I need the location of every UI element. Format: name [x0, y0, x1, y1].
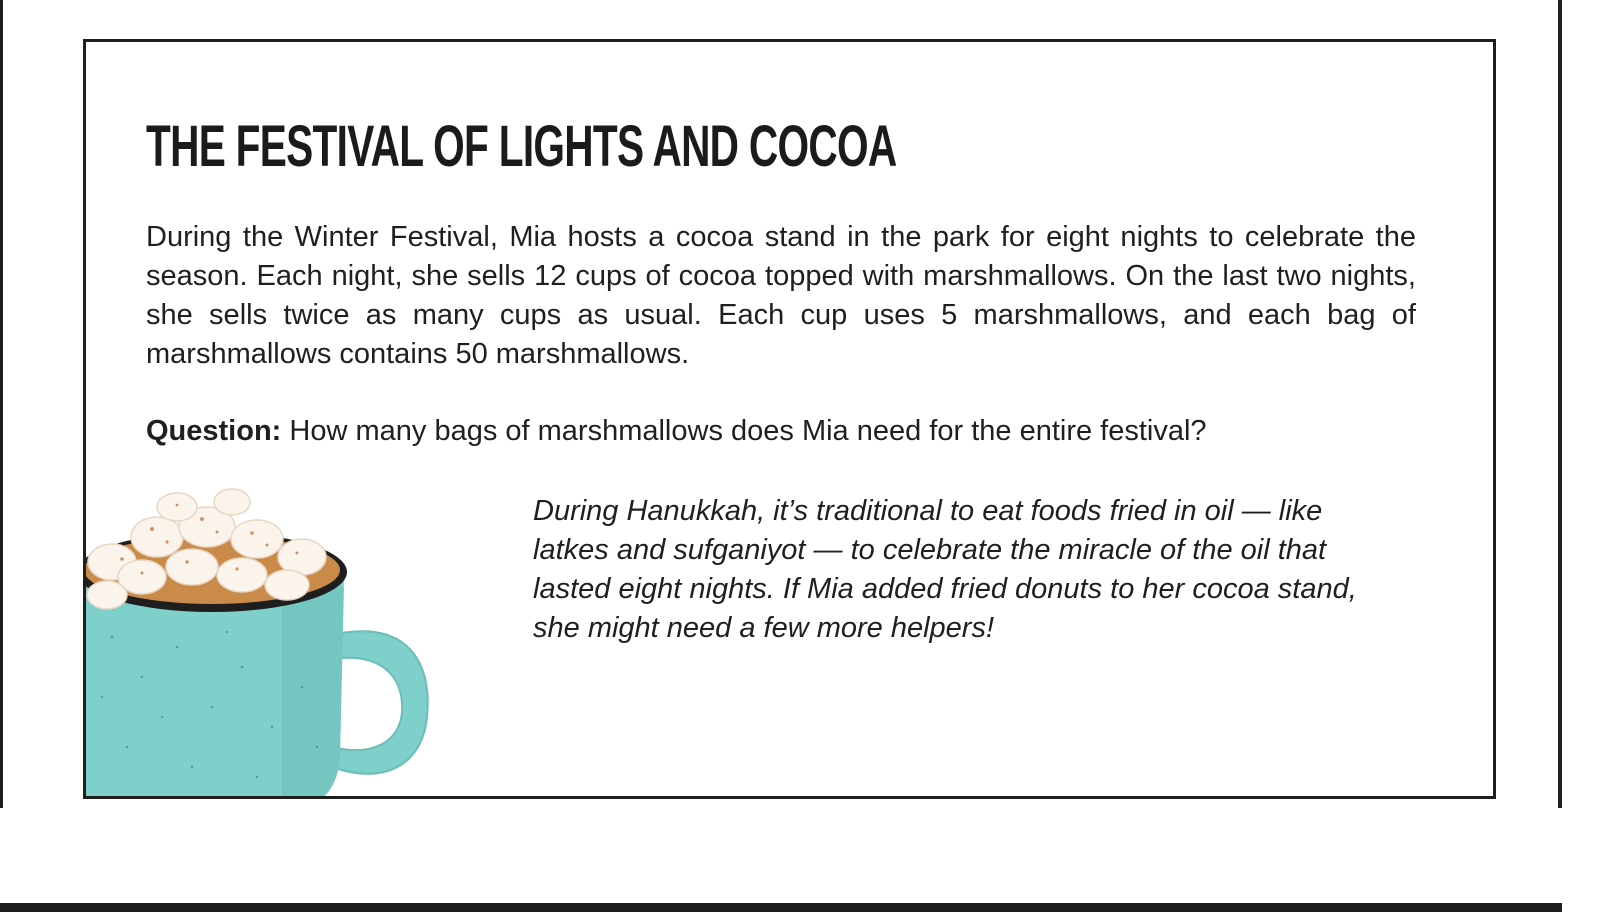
mug-shade: [282, 587, 344, 799]
page-edge-left: [0, 0, 3, 808]
card-title: THE FESTIVAL OF LIGHTS AND COCOA: [146, 114, 897, 179]
worksheet-card: [83, 39, 1496, 799]
page-margin-right: [1562, 0, 1603, 923]
story-paragraph: During the Winter Festival, Mia hosts a cocoa stand in the park for eight nights to celebrate the season. Each night, she sells 12 cups of cocoa topped with marshmallows. On the last two nights, she sells twice as many cups as usual. Each cup uses 5 marshmallows, and each bag of marshmallows contains 50 marshmallows.: [146, 221, 1416, 370]
mug-handle: [330, 631, 428, 774]
hanukkah-note: During Hanukkah, it’s traditional to eat foods fried in oil — like latkes and sufganiyot — to celebrate the miracle of the oil that lasted eight nights. If Mia added fried donuts to her cocoa stand, she might need a few more helpers!: [533, 495, 1357, 644]
question-label: Question:: [146, 415, 282, 447]
question-text: How many bags of marshmallows does Mia need for the entire festival?: [289, 415, 1207, 447]
cocoa-mug-icon: [83, 467, 452, 799]
question-line: [146, 412, 1436, 451]
page-bottom-rule: [0, 903, 1562, 912]
